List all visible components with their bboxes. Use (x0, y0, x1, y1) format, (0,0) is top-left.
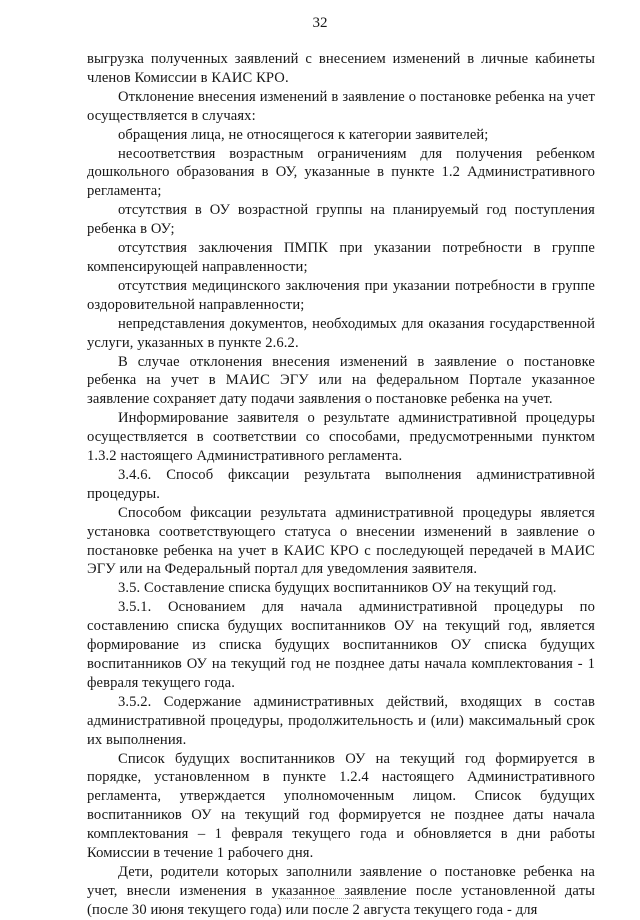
section-heading: 3.5. Составление списка будущих воспитанников ОУ на текущий год. (118, 580, 557, 597)
list-item: непредставления документов, необходимых для оказания государственной услуги, указанных в пункте 2.6.2. (87, 315, 595, 351)
list-item: обращения лица, не относящегося к категории заявителей; (118, 126, 489, 143)
scan-artifact (278, 898, 388, 901)
page-number: 32 (312, 15, 328, 31)
paragraph: Отклонение внесения изменений в заявление о постановке ребенка на учет осуществляется в случаях: (87, 88, 595, 124)
list-item: несоответствия возрастным ограничениям для получения ребенком дошкольного образования в ОУ, указанные в пункте 1.2 Административного регламента; (87, 145, 595, 200)
paragraph: Дети, родители которых заполнили заявление о постановке ребенка на учет, внесли изменения в указанное заявление после установленной даты (после 30 июня текущего года) или после 2 августа текущего года - для (87, 863, 595, 918)
list-item: отсутствия заключения ПМПК при указании потребности в группе компенсирующей направленности; (87, 240, 595, 275)
section-heading: 3.4.6. Способ фиксации результата выполнения административной процедуры. (87, 466, 595, 502)
paragraph: В случае отклонения внесения изменений в заявление о постановке ребенка на учет в МАИС ЭГУ или на федеральном Портале указанное заявление сохраняет дату подачи заявления о постановке ребенка на учет. (87, 353, 595, 408)
list-item: отсутствия в ОУ возрастной группы на планируемый год поступления ребенка в ОУ; (87, 202, 595, 238)
paragraph: Информирование заявителя о результате административной процедуры осуществляется в соответствии со способами, предусмотренными пунктом 1.3.2 настоящего Административного регламента. (87, 410, 595, 465)
paragraph: Список будущих воспитанников ОУ на текущий год формируется в порядке, установленном в пункте 1.2.4 настоящего Административного регламента, утверждается уполномоченным лицом. Список будущих воспитанников ОУ на текущий год формируется не позднее даты начала комплектования – 1 февраля текущего года и обновляется в дни работы Комиссии в течение 1 рабочего дня. (87, 750, 595, 862)
list-item: отсутствия медицинского заключения при указании потребности в группе оздоровительной направленности; (87, 277, 595, 313)
paragraph: 3.5.1. Основанием для начала административной процедуры по составлению списка будущих воспитанников ОУ на текущий год, является формирование из списка будущих воспитанников ОУ списка будущих воспитанников ОУ на текущий год не позднее даты начала комплектования - 1 февраля текущего года. (87, 599, 595, 691)
paragraph: Способом фиксации результата административной процедуры является установка соответствующего статуса о внесении изменений в заявление о постановке ребенка на учет в КАИС КРО с последующей передачей в МАИС ЭГУ или на Федеральный портал для уведомления заявителя. (87, 504, 595, 578)
document-body (87, 50, 595, 920)
paragraph: выгрузка полученных заявлений с внесением изменений в личные кабинеты членов Комиссии в КАИС КРО. (87, 51, 595, 86)
section-heading: 3.5.2. Содержание административных действий, входящих в состав административной процедуры, продолжительность и (или) максимальный срок их выполнения. (87, 693, 595, 748)
